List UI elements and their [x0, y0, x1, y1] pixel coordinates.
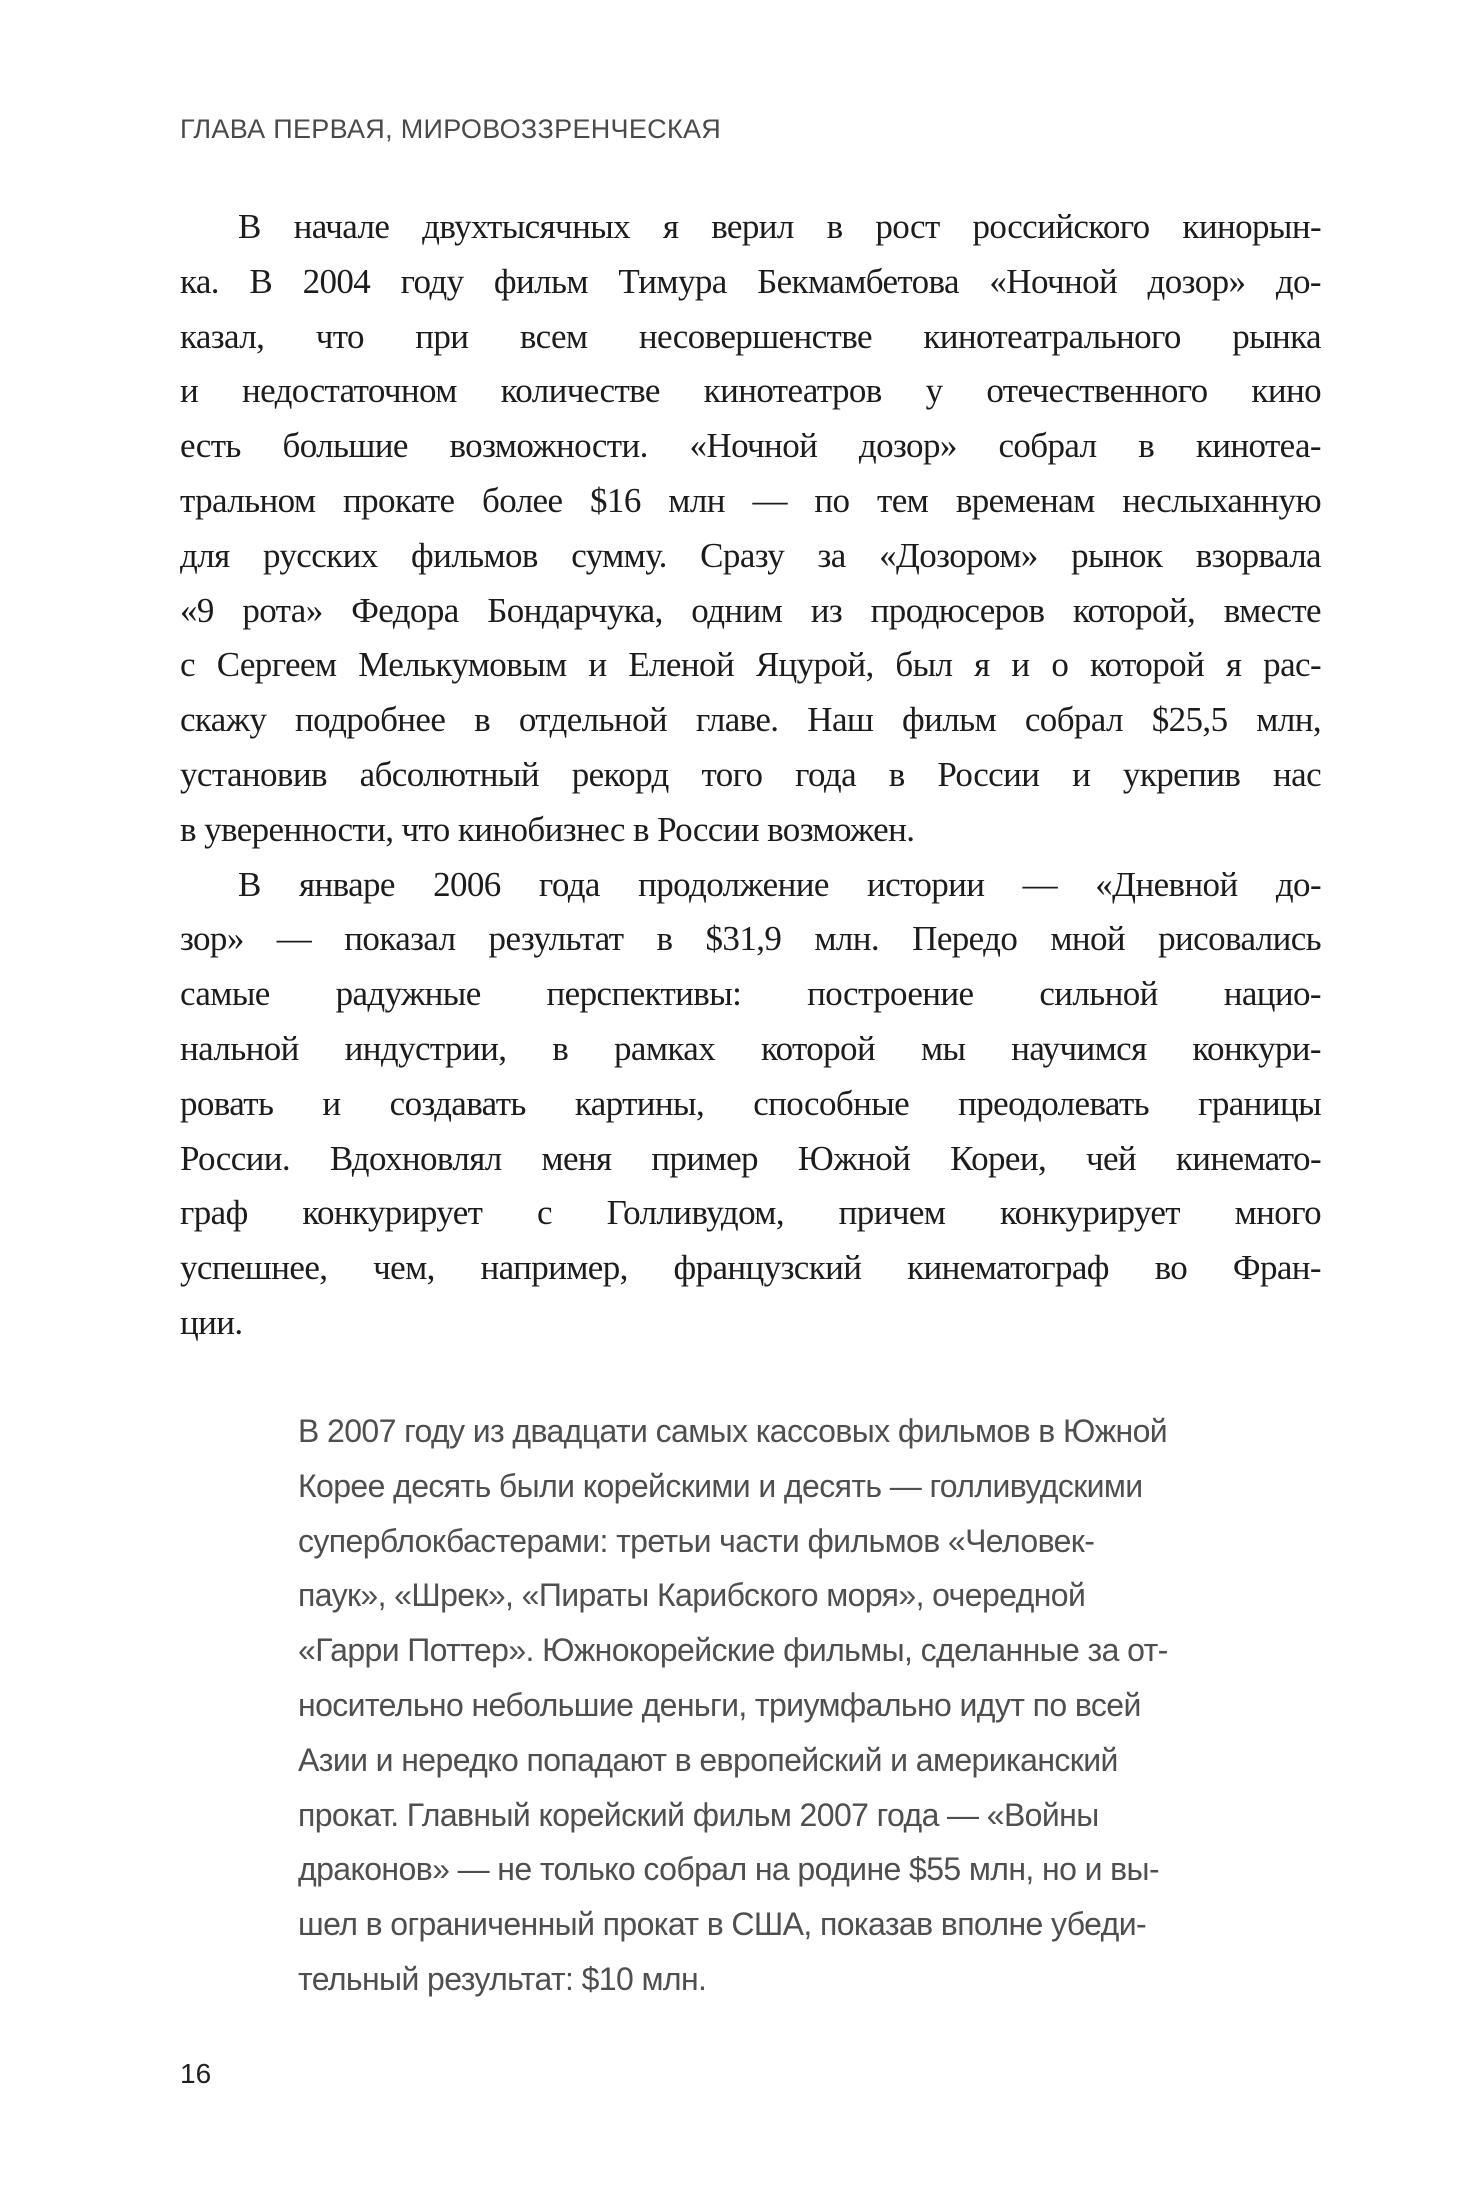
sidebar-line: тельный результат: $10 млн.: [298, 1960, 707, 1997]
paragraph-line: В январе 2006 года продолжение истории — «Дневной до-: [238, 864, 1321, 904]
paragraph-line: В начале двухтысячных я верил в рост российского кинорын-: [238, 207, 1321, 246]
sidebar-line: суперблокбастерами: третьи части фильмов «Человек-: [298, 1522, 1095, 1559]
paragraph-line: граф конкурирует с Голливудом, причем конкурирует много: [180, 1193, 1321, 1233]
paragraph-line: зор» — показал результат в $31,9 млн. Передо мной рисовались: [180, 919, 1321, 959]
sidebar-line: Корее десять были корейскими и десять — голливудскими: [298, 1467, 1143, 1504]
paragraph-line: в уверенности, что кинобизнес в России возможен.: [180, 809, 915, 849]
paragraph-line: России. Вдохновлял меня пример Южной Кореи, чей кинемато-: [180, 1138, 1321, 1178]
sidebar-line: «Гарри Поттер». Южнокорейские фильмы, сделанные за от-: [298, 1632, 1168, 1669]
sidebar-line: Азии и нередко попадают в европейский и американский: [298, 1741, 1118, 1778]
sidebar-line: шел в ограниченный прокат в США, показав вполне убеди-: [298, 1906, 1147, 1943]
sidebar-line: прокат. Главный корейский фильм 2007 года — «Войны: [298, 1796, 1099, 1833]
paragraph-line: скажу подробнее в отдельной главе. Наш фильм собрал $25,5 млн,: [180, 700, 1321, 740]
paragraph-line: тральном прокате более $16 млн — по тем временам неслыханную: [180, 480, 1321, 520]
main-text: [180, 200, 1321, 1351]
sidebar-line: драконов» — не только собрал на родине $55 млн, но и вы-: [298, 1851, 1159, 1888]
sidebar-line: паук», «Шрек», «Пираты Карибского моря», очередной: [298, 1577, 1086, 1614]
sidebar-line: носительно небольшие деньги, триумфально идут по всей: [298, 1686, 1141, 1723]
sidebar-note: [298, 1404, 1308, 2007]
paragraph-line: нальной индустрии, в рамках которой мы научимся конкури-: [180, 1028, 1321, 1068]
paragraph-line: «9 рота» Федора Бондарчука, одним из продюсеров которой, вместе: [180, 590, 1321, 630]
paragraph-line: самые радужные перспективы: построение сильной нацио-: [180, 974, 1321, 1014]
paragraph-line: есть большие возможности. «Ночной дозор» собрал в кинотеа-: [180, 426, 1321, 466]
paragraph-line: для русских фильмов сумму. Сразу за «Дозором» рынок взорвала: [180, 535, 1321, 575]
paragraph-line: ровать и создавать картины, способные преодолевать границы: [180, 1083, 1321, 1123]
sidebar-line: В 2007 году из двадцати самых кассовых фильмов в Южной: [298, 1413, 1168, 1449]
running-header: ГЛАВА ПЕРВАЯ, МИРОВОЗЗРЕНЧЕСКАЯ: [180, 114, 722, 144]
paragraph-line: установив абсолютный рекорд того года в России и укрепив нас: [180, 754, 1321, 794]
page-number: 16: [180, 2058, 212, 2089]
paragraph-line: и недостаточном количестве кинотеатров у отечественного кино: [180, 371, 1321, 411]
paragraph-line: ка. В 2004 году фильм Тимура Бекмамбетова «Ночной дозор» до-: [180, 261, 1321, 301]
paragraph-line: с Сергеем Мелькумовым и Еленой Яцурой, был я и о которой я рас-: [180, 645, 1321, 685]
paragraph-line: успешнее, чем, например, французский кинематограф во Фран-: [180, 1248, 1321, 1288]
paragraph-line: ции.: [180, 1302, 243, 1342]
paragraph-line: казал, что при всем несовершенстве кинотеатрального рынка: [180, 316, 1321, 356]
